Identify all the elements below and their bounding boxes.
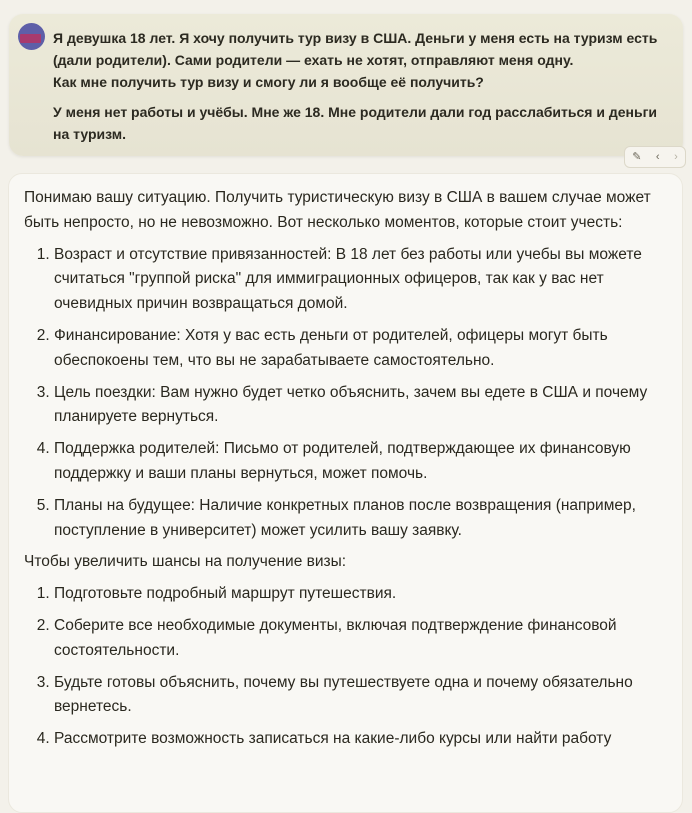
user-avatar-icon — [18, 23, 45, 50]
tips-intro: Чтобы увеличить шансы на получение визы: — [24, 553, 347, 571]
chevron-right-icon[interactable]: › — [674, 150, 678, 163]
user-message-text — [53, 27, 665, 145]
list-item: 3. Цель поездки: Вам нужно будет четко объяснить, зачем вы едете в США и почему планируете вернуться. — [54, 381, 668, 431]
list-item: 2. Соберите все необходимые документы, включая подтверждение финансовой состоятельности. — [54, 614, 668, 664]
chevron-left-icon[interactable]: ‹ — [655, 150, 660, 163]
list-item: 5. Планы на будущее: Наличие конкретных планов после возвращения (например, поступление в университет) может усилить вашу заявку. — [54, 494, 668, 544]
list-item: 3. Будьте готовы объяснить, почему вы путешествуете одна и почему обязательно вернетесь. — [54, 671, 668, 721]
tips-list — [24, 582, 668, 752]
list-item: 1. Подготовьте подробный маршрут путешествия. — [54, 582, 668, 607]
user-message-line: Как мне получить тур визу и смогу ли я вообще её получить? — [53, 74, 484, 90]
user-message — [9, 14, 683, 156]
assistant-message — [8, 173, 683, 813]
user-message-line: У меня нет работы и учёбы. Мне же 18. Мне родители дали год расслабиться и деньги на туризм. — [53, 104, 658, 142]
list-item: 4. Поддержка родителей: Письмо от родителей, подтверждающее их финансовую поддержку и ваши планы вернуться, может помочь. — [54, 437, 668, 487]
points-list — [24, 243, 668, 544]
edit-icon[interactable]: ✎ — [632, 150, 642, 163]
user-message-line: Я девушка 18 лет. Я хочу получить тур визу в США. Деньги у меня есть на туризм есть (дали родители). Сами родители — ехать не хотят, отправляют меня одну. — [53, 30, 658, 68]
message-actions — [624, 146, 686, 168]
list-item: 4. Рассмотрите возможность записаться на какие-либо курсы или найти работу — [54, 727, 668, 752]
assistant-intro: Понимаю вашу ситуацию. Получить туристическую визу в США в вашем случае может быть непросто, но не невозможно. Вот несколько моментов, которые стоит учесть: — [24, 189, 651, 231]
list-item: 2. Финансирование: Хотя у вас есть деньги от родителей, офицеры могут быть обеспокоены тем, что вы не зарабатываете самостоятельно. — [54, 324, 668, 374]
list-item: 1. Возраст и отсутствие привязанностей: В 18 лет без работы или учебы вы можете считаться "группой риска" для иммиграционных офицеров, так как у вас нет очевидных причин возвращаться домой. — [54, 243, 668, 317]
